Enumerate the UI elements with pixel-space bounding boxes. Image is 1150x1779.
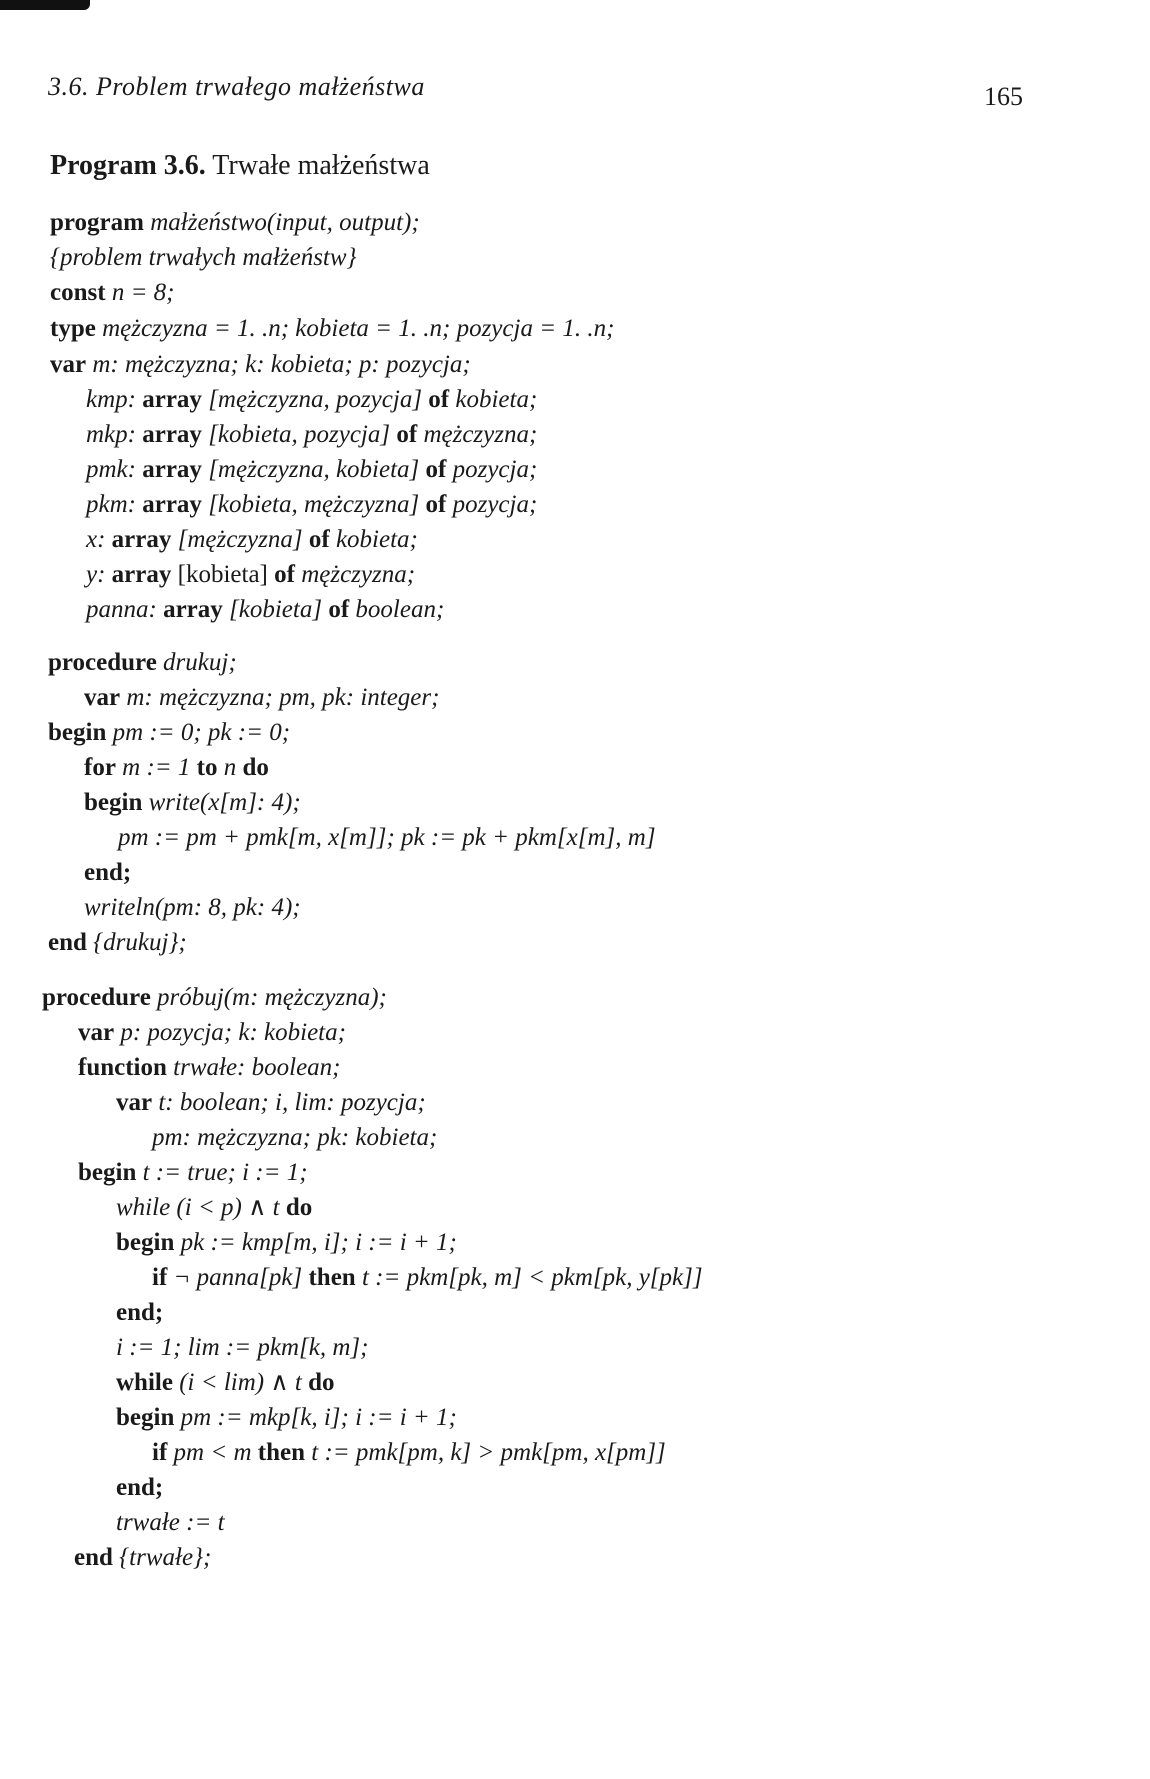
scan-edge-mark [0, 0, 90, 10]
code-token: ¬ panna[pk] [167, 1264, 309, 1291]
code-line [78, 1158, 308, 1188]
code-keyword: begin [116, 1404, 175, 1431]
code-token: pkm: [86, 491, 143, 518]
code-line [50, 314, 614, 344]
code-token: [kobieta, pozycja] [201, 421, 397, 448]
code-keyword: array [111, 526, 172, 553]
code-keyword: end; [116, 1474, 164, 1501]
code-keyword: do [308, 1369, 335, 1396]
code-line [84, 893, 301, 923]
code-keyword: begin [78, 1159, 137, 1186]
code-token: [mężczyzna, kobieta] [201, 456, 426, 483]
code-line [152, 1123, 437, 1153]
code-token: y: [86, 561, 112, 588]
code-token: mężczyzna = 1. .n; kobieta = 1. .n; pozycja = 1. .n; [95, 315, 615, 342]
code-keyword: of [396, 421, 418, 448]
code-keyword: to [196, 754, 218, 781]
code-keyword: begin [84, 789, 143, 816]
code-token: małżeństwo(input, output); [143, 209, 420, 236]
code-keyword: end [74, 1544, 113, 1571]
code-line [48, 718, 290, 748]
code-keyword: do [242, 754, 269, 781]
code-line [78, 1053, 341, 1083]
code-keyword: var [116, 1089, 153, 1116]
code-token: {problem trwałych małżeństw} [50, 244, 357, 271]
code-token: [kobieta] [222, 596, 329, 623]
code-keyword: procedure [42, 984, 151, 1011]
code-line [86, 525, 418, 555]
code-line [116, 1333, 368, 1363]
code-keyword: of [328, 596, 350, 623]
code-line [116, 1403, 457, 1433]
code-keyword: array [142, 491, 202, 518]
code-line [84, 788, 301, 818]
code-line [84, 858, 131, 888]
code-keyword: of [425, 456, 447, 483]
code-keyword: if [152, 1264, 168, 1291]
code-token: [kobieta] [171, 561, 275, 588]
code-token: pk := kmp[m, i]; i := i + 1; [174, 1229, 457, 1256]
code-token: pm := 0; pk := 0; [106, 719, 291, 746]
code-token: mężczyzna; [417, 421, 538, 448]
code-token: kobieta; [329, 526, 418, 553]
code-line [86, 420, 537, 450]
code-line [152, 1438, 666, 1468]
code-keyword: end; [116, 1299, 164, 1326]
code-keyword: do [285, 1194, 313, 1221]
code-token: write(x[m]: 4); [142, 789, 301, 816]
code-line [116, 1228, 457, 1258]
code-keyword: begin [48, 719, 107, 746]
code-line [84, 683, 439, 713]
code-line [86, 595, 444, 625]
code-token: t: boolean; i, lim: pozycja; [152, 1089, 426, 1116]
code-line [74, 1543, 211, 1573]
code-line [116, 1368, 335, 1398]
code-token: while (i < p) ∧ t [116, 1194, 286, 1221]
code-token: t := true; i := 1; [136, 1159, 308, 1186]
code-token: n = 8; [105, 279, 175, 306]
code-token: pm < m [167, 1439, 258, 1466]
code-keyword: end; [84, 859, 132, 886]
code-token: pm := mkp[k, i]; i := i + 1; [174, 1404, 457, 1431]
code-keyword: array [142, 456, 202, 483]
code-token: t := pmk[pm, k] > pmk[pm, x[pm]] [305, 1439, 666, 1466]
code-line [86, 455, 537, 485]
code-line [86, 490, 537, 520]
code-keyword: var [50, 351, 87, 378]
code-token: m: mężczyzna; k: kobieta; p: pozycja; [86, 351, 471, 378]
program-caption-title: Trwałe małżeństwa [212, 150, 430, 181]
code-line [116, 1473, 163, 1503]
code-keyword: for [84, 754, 116, 781]
code-keyword: while [116, 1369, 173, 1396]
code-keyword: if [152, 1439, 168, 1466]
code-token: panna: [86, 596, 164, 623]
code-line [116, 1088, 426, 1118]
code-line [50, 278, 175, 308]
code-keyword: begin [116, 1229, 175, 1256]
code-line [116, 1508, 225, 1538]
code-token: writeln(pm: 8, pk: 4); [84, 894, 301, 921]
code-keyword: type [50, 315, 96, 342]
code-line [116, 1298, 163, 1328]
code-token: i := 1; lim := pkm[k, m]; [116, 1334, 369, 1361]
code-token: boolean; [349, 596, 445, 623]
code-line [48, 648, 237, 678]
code-keyword: of [308, 526, 330, 553]
code-keyword: of [428, 386, 450, 413]
code-token: [mężczyzna] [171, 526, 309, 553]
code-keyword: of [274, 561, 295, 588]
code-line [78, 1018, 346, 1048]
code-keyword: function [78, 1054, 167, 1081]
code-keyword: var [78, 1019, 115, 1046]
code-token: mkp: [86, 421, 143, 448]
code-token: [mężczyzna, pozycja] [201, 386, 429, 413]
code-token: mężczyzna; [294, 561, 416, 588]
code-line [42, 983, 387, 1013]
code-keyword: array [142, 386, 202, 413]
code-token: pmk: [86, 456, 143, 483]
code-keyword: array [111, 561, 172, 588]
running-header: 3.6. Problem trwałego małżeństwa [48, 72, 425, 101]
code-line [50, 243, 357, 273]
code-keyword: of [425, 491, 447, 518]
program-caption-label: Program 3.6. [50, 150, 206, 181]
code-token: m := 1 [115, 754, 197, 781]
code-token: {drukuj}; [86, 929, 187, 956]
code-token: n [217, 754, 243, 781]
code-token: p: pozycja; k: kobieta; [114, 1019, 346, 1046]
code-token: pozycja; [446, 456, 538, 483]
code-line [50, 350, 471, 380]
code-token: m: mężczyzna; pm, pk: integer; [120, 684, 440, 711]
code-keyword: procedure [48, 649, 157, 676]
code-token: pozycja; [446, 491, 538, 518]
code-token: t := pkm[pk, m] < pkm[pk, y[pk]] [355, 1264, 703, 1291]
code-keyword: then [308, 1264, 356, 1291]
code-token: (i < lim) ∧ t [172, 1369, 309, 1396]
code-keyword: end [48, 929, 87, 956]
code-line [152, 1263, 703, 1293]
code-keyword: array [163, 596, 223, 623]
page-number: 165 [984, 82, 1023, 111]
code-token: pm := pm + pmk[m, x[m]]; pk := pk + pkm[x[m], m] [118, 824, 656, 851]
code-line [84, 753, 269, 783]
code-token: trwałe := t [116, 1509, 225, 1536]
code-line [86, 560, 415, 590]
code-keyword: program [50, 209, 144, 236]
code-keyword: const [50, 279, 106, 306]
code-keyword: array [142, 421, 202, 448]
program-caption [50, 150, 430, 182]
code-token: x: [86, 526, 112, 553]
code-token: próbuj(m: mężczyzna); [150, 984, 387, 1011]
code-keyword: var [84, 684, 121, 711]
code-line [116, 1193, 312, 1223]
code-token: kmp: [86, 386, 143, 413]
code-token: [kobieta, mężczyzna] [201, 491, 426, 518]
code-line [50, 208, 420, 238]
code-line [86, 385, 537, 415]
code-token: pm: mężczyzna; pk: kobieta; [152, 1124, 438, 1151]
code-token: kobieta; [449, 386, 538, 413]
code-token: trwałe: boolean; [166, 1054, 341, 1081]
code-token: drukuj; [156, 649, 237, 676]
code-token: {trwałe}; [112, 1544, 212, 1571]
code-line [48, 928, 187, 958]
code-keyword: then [257, 1439, 305, 1466]
code-line [118, 823, 656, 853]
